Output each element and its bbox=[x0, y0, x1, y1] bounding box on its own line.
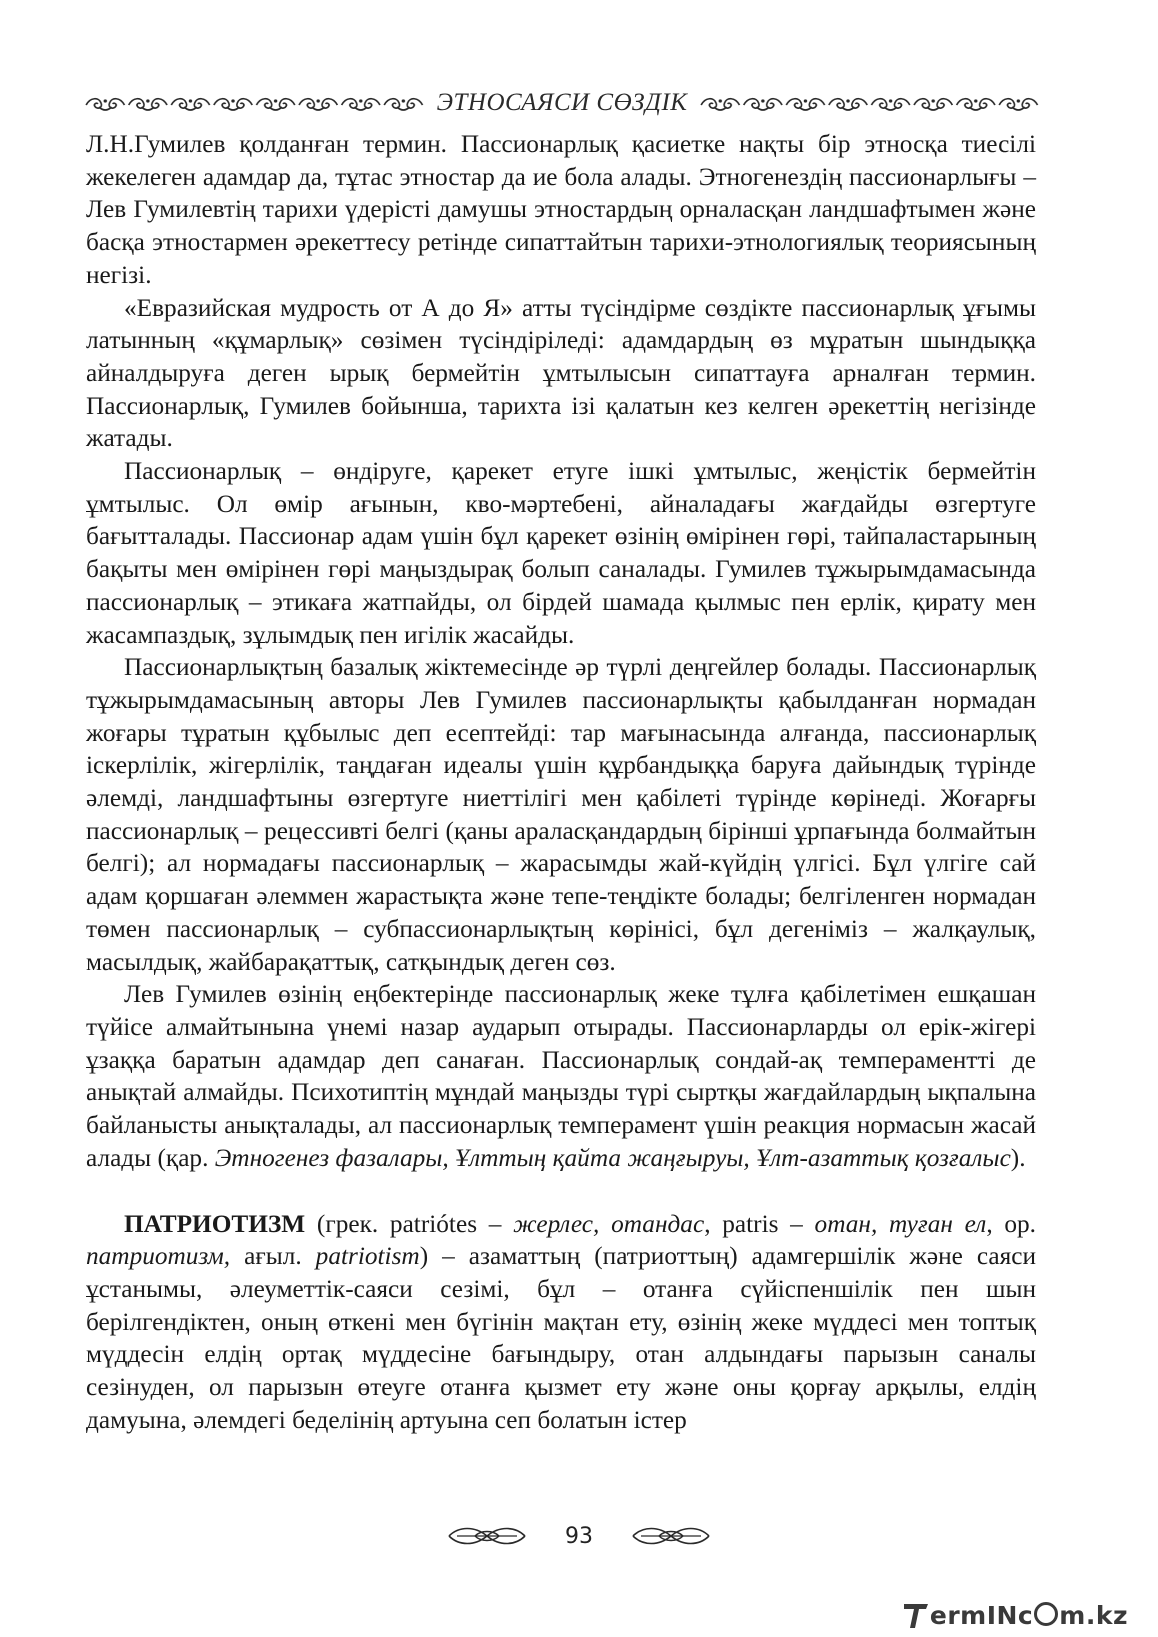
text-run: Пассионарлық – өндіруге, қарекет етуге ішкі ұмтылыс, жеңістік бермейтін ұмтылыс. Ол өмір ағынын, кво-мәртебені, айналадағы жағдайды өзгертуге бағытталады. Пассионар адам үшін бұл қарекет өзінің өмірінен гөрі, тайпаластарының бақыты мен өмірінен гөрі маңыздырақ болып саналады. Гумилев тұжырымдамасында пассионарлық – этикаға жатпайды, ол бірдей шамада қылмыс пен ерлік, қирату мен жасампаздық, зұлымдық пен игілік жасайды. bbox=[86, 457, 1036, 649]
swirl-ornament-icon bbox=[629, 1524, 713, 1548]
page-footer bbox=[0, 1518, 1158, 1554]
italic-text: Этногенез фазалары, Ұлттың қайта жаңғыруы, Ұлт-азаттық қозғалыс bbox=[214, 1143, 1011, 1172]
text-run: «Евразийская мудрость от А до Я» атты түсіндірме сөздікте пассионарлық ұғымы латынның «құмарлық» сөзімен түсіндіріледі: адамдардың өз мұратын шындыққа айналдыруға деген ырық бермейтін ұмтылысын сипаттауға арналған термин. Пассионарлық, Гумилев бойынша, тарихта ізі қалатын кез келген әрекеттің негізінде жатады. bbox=[86, 293, 1036, 453]
paragraph bbox=[86, 128, 1036, 292]
paragraph bbox=[86, 651, 1036, 978]
text-run: ) – азаматтың (патриоттың) адамгершілік және саяси ұстанымы, әлеуметтік-саяси сезімі, бұл – отанға сүйіспеншілік пен шын берілгендіктен, оның өткені мен бүгінін мақтан ету, өзінің жеке мүддесі мен топтық мүддесін елдің ортақ мүддесіне бағындыру, отан алдындағы парызын саналы сезінуден, ол парызын өтеуге отанға қызмет ету және оны қорғау арқылы, елдің дамуына, әлемдегі беделінің артуына сеп болатын істер bbox=[86, 1242, 1036, 1434]
entry-headword: ПАТРИОТИЗМ bbox=[124, 1209, 306, 1238]
text-run: (грек. patriótes – bbox=[305, 1209, 514, 1238]
italic-text: отан, туған ел bbox=[814, 1209, 987, 1238]
text-run: Пассионарлықтың базалық жіктемесінде әр түрлі деңгейлер болады. Пассионарлық тұжырымдамасының авторы Лев Гумилев пассионарлықты қабылданған нормадан жоғары тұратын құбылыс деп есептейді: тар мағынасында алғанда, пассионарлық іскерлілік, жігерлілік, таңдаған идеалы үшін құрбандыққа баруға дайындық түрінде әлемді, ландшафтыны өзгертуге ниеттілігі мен қабілеті түрінде көрінеді. Жоғарғы пассионарлық – рецессивті белгі (қаны араласқандардың бірінші ұрпағында болмайтын белгі); ал нормадағы пассионарлық – жарасымды жай-күйдің үлгісі. Бұл үлгіге сай адам қоршаған әлеммен жарастықта және тепе-теңдікте болады; белгіленген нормадан төмен пассионарлық – субпассионарлықтың көрінісі, бұл дегеніміз – жалқаулық, масылдық, жайбарақаттық, сатқындық деген сөз. bbox=[86, 653, 1036, 976]
watermark-circle bbox=[1034, 1602, 1058, 1626]
header-title: ЭТНОСАЯСИ СӨЗДІК bbox=[436, 89, 688, 116]
dictionary-entry bbox=[86, 1208, 1036, 1437]
paragraph bbox=[86, 292, 1036, 456]
italic-text: жерлес, отандас bbox=[513, 1209, 705, 1238]
page-number: 93 bbox=[565, 1523, 593, 1549]
ornament-border-icon bbox=[84, 93, 425, 113]
text-run: Лев Гумилев өзінің еңбектерінде пассионарлық жеке тұлға қабілетімен ешқашан түйісе алмайтынына үнемі назар аударып отырады. Пассионарларды ол ерік-жігері ұзаққа баратын адамдар деп санаған. Пассионарлық сондай-ақ темпераментті де анықтай алмайды. Психотиптің мұндай маңызды түрі сыртқы жағдайлардың ықпалына байланысты анықталады, ал пассионарлық темперамент үшін реакция нормасын жасай алады (қар. bbox=[86, 980, 1036, 1172]
text-run: , patris – bbox=[704, 1209, 815, 1238]
watermark bbox=[902, 1598, 1128, 1632]
text-run: ). bbox=[1010, 1143, 1026, 1172]
watermark-prefix: ermINc bbox=[929, 1600, 1034, 1630]
text-run: Л.Н.Гумилев қолданған термин. Пассионарлық қасиетке нақты бір этносқа тиесілі жекелеген адамдар да, тұтас этностар да ие бола алады. Этногенездің пассионарлығы – Лев Гумилевтің тарихи үдерісті дамушы этностардың орналасқан ландшафтымен және басқа этностармен әрекеттесу ретінде сипаттайтын тарихи-этнологиялық теориясының негізі. bbox=[86, 130, 1036, 289]
ornament-border-icon bbox=[699, 93, 1040, 113]
termincom-logo-icon bbox=[902, 1600, 930, 1630]
watermark-text bbox=[930, 1601, 1128, 1630]
italic-text: патриотизм, bbox=[86, 1242, 231, 1271]
text-run: ағыл. bbox=[230, 1242, 316, 1271]
swirl-ornament-icon bbox=[445, 1524, 529, 1548]
running-header bbox=[84, 86, 1040, 120]
paragraph bbox=[86, 978, 1036, 1174]
watermark-suffix: m.kz bbox=[1059, 1600, 1128, 1630]
paragraph bbox=[86, 455, 1036, 651]
text-run: , ор. bbox=[986, 1209, 1036, 1238]
italic-text: patriotism bbox=[315, 1242, 420, 1271]
page-body bbox=[86, 128, 1036, 1436]
